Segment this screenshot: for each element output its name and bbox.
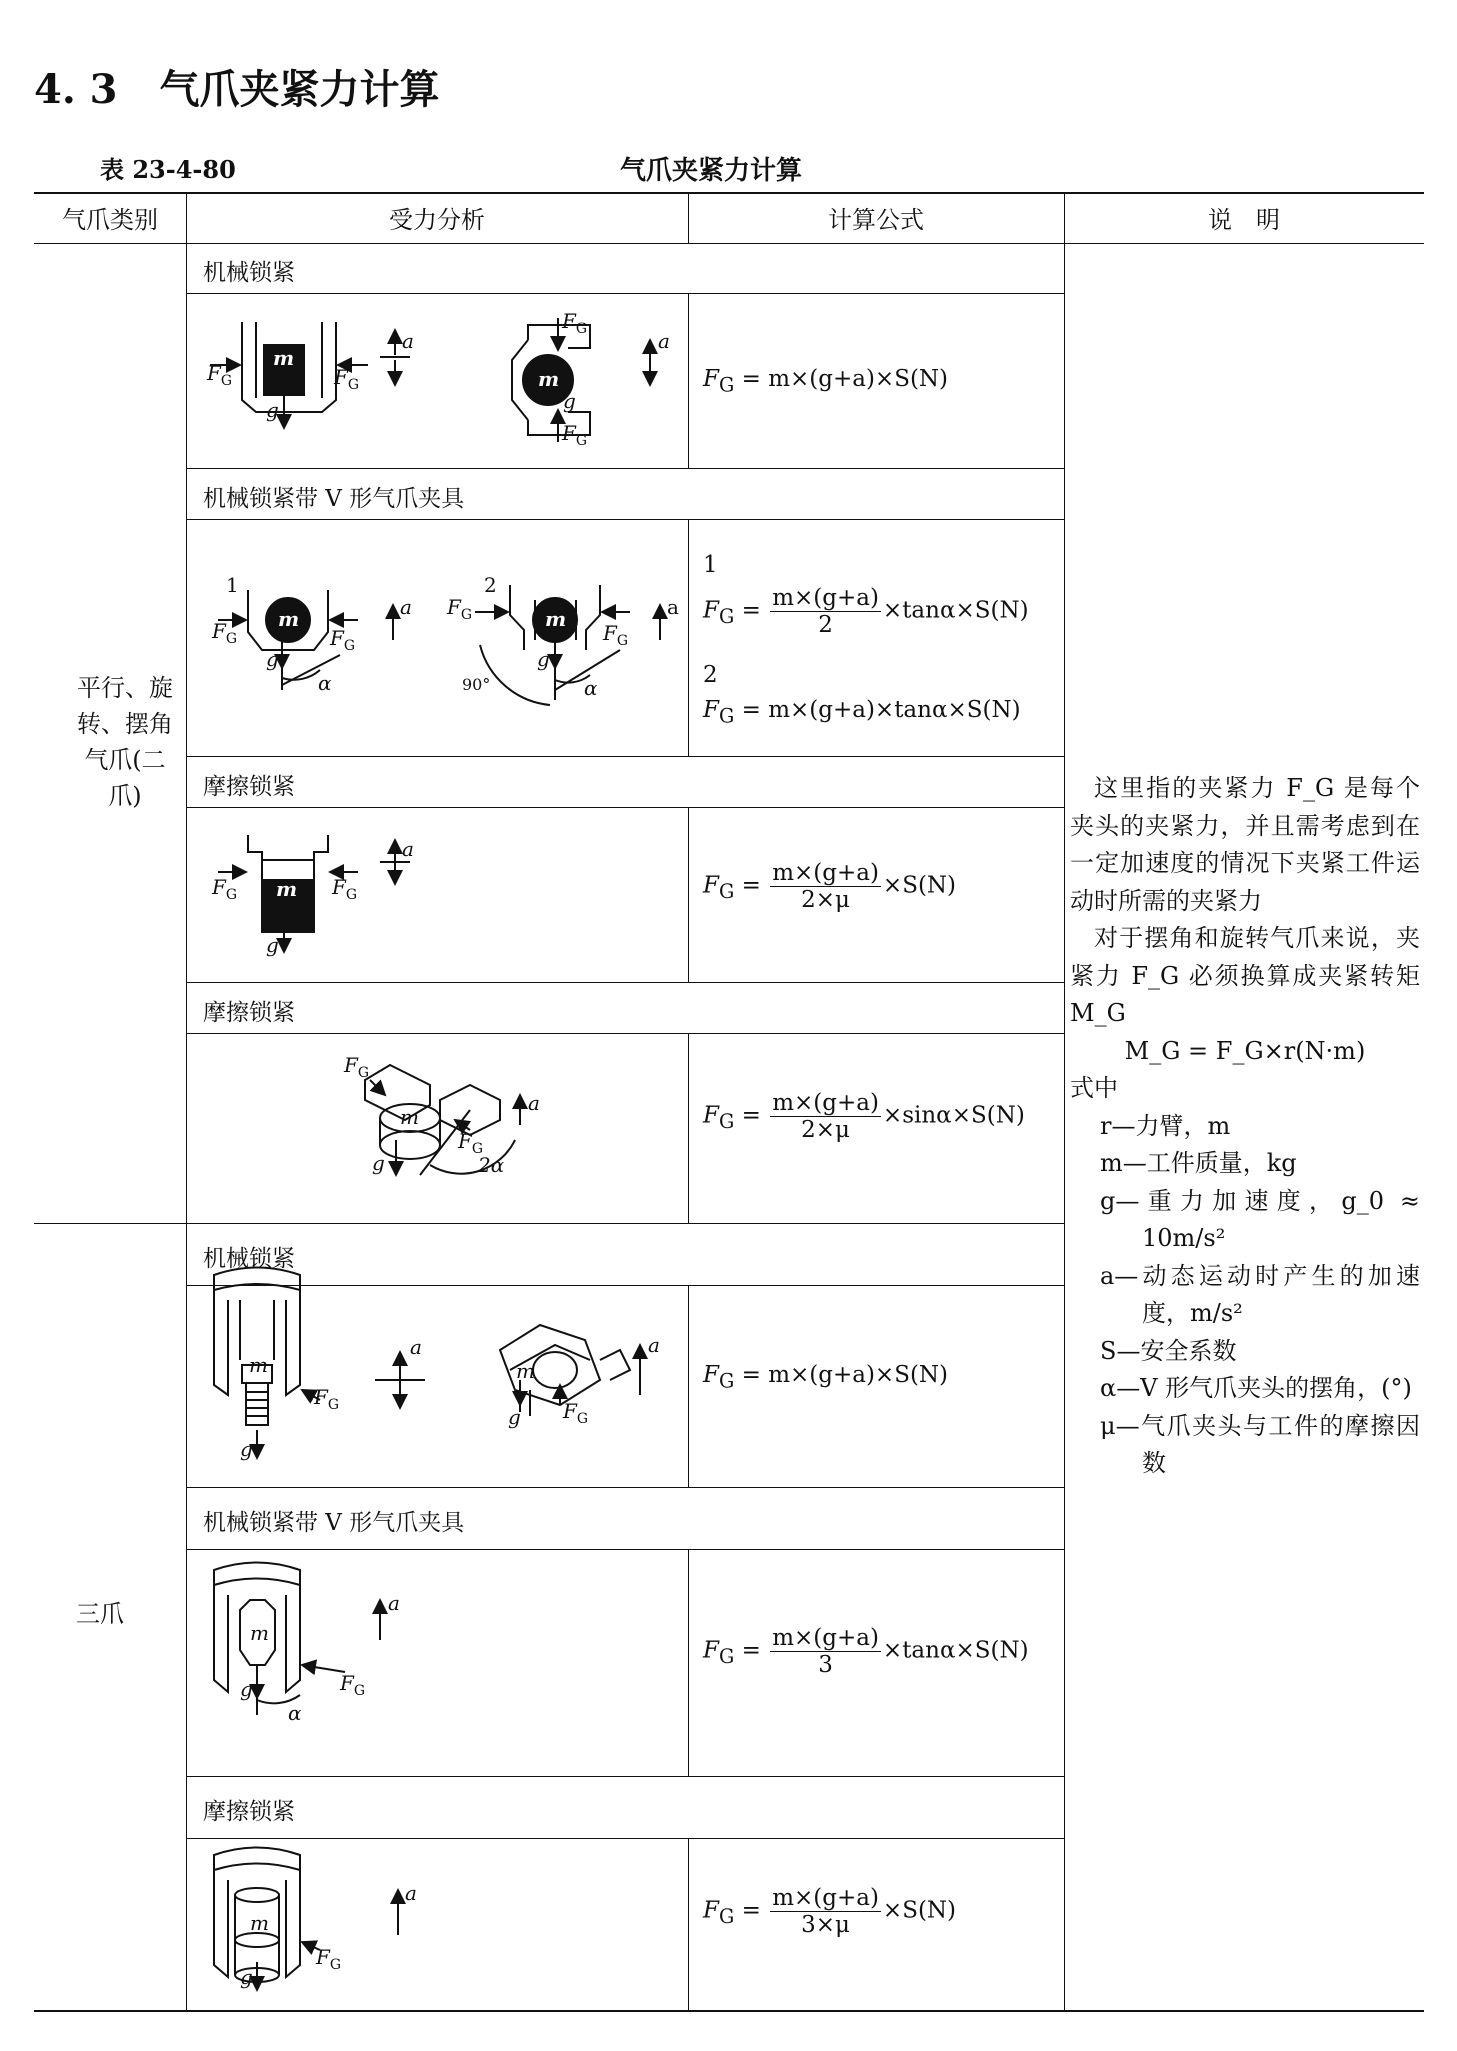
desc-var: α—V 形气爪夹头的摆角，(°) bbox=[1100, 1374, 1412, 1402]
label-m: m bbox=[250, 1621, 269, 1645]
label-fg: $F_G$ bbox=[603, 621, 629, 649]
label-m: m bbox=[516, 1359, 535, 1383]
label-m: m bbox=[538, 367, 560, 391]
label-a: a bbox=[410, 1335, 422, 1359]
label-m: m bbox=[249, 1353, 268, 1377]
label-g: g bbox=[266, 647, 279, 671]
label-fg: $F_G$ bbox=[340, 1671, 366, 1699]
formula-5: $F_G = m\times(g+a)\times S(N)$ bbox=[703, 1362, 949, 1393]
label-g: g bbox=[563, 389, 576, 413]
label-m: m bbox=[273, 346, 295, 370]
category-two-jaw: 平行、旋转、摆角气爪(二爪) bbox=[77, 674, 173, 810]
desc-var: m—工件质量，kg bbox=[1100, 1149, 1297, 1177]
label-a: a bbox=[658, 329, 670, 353]
label-fg: $F_G$ bbox=[332, 875, 358, 903]
label-a: a bbox=[388, 1591, 400, 1615]
label-g: g bbox=[240, 1677, 253, 1701]
row-label: 摩擦锁紧 bbox=[203, 774, 295, 800]
desc-paragraph-2: 对于摆角和旋转气爪来说，夹紧力 F_G 必须换算成夹紧转矩 M_G bbox=[1070, 924, 1420, 1027]
desc-where: 式中 bbox=[1070, 1074, 1118, 1102]
label-m: m bbox=[276, 877, 298, 901]
formula-3: $F_G$ = $\frac{m\times(g+a)}{2\times\mu}$ ×S(N) bbox=[703, 860, 957, 913]
label-g: g bbox=[266, 398, 279, 422]
label-a: a bbox=[648, 1333, 660, 1357]
label-a: a bbox=[528, 1091, 540, 1115]
label-fg: $F_G$ bbox=[212, 619, 238, 647]
formula-1: $F_G = m\times(g+a)\times S(N)$ bbox=[703, 366, 949, 397]
table-title: 气爪夹紧力计算 bbox=[620, 156, 803, 186]
label-g: g bbox=[537, 647, 550, 671]
label-fg: $F_G$ bbox=[316, 1945, 342, 1973]
header-force-analysis: 受力分析 bbox=[389, 206, 485, 234]
diagram-three-jaw-mechanical bbox=[214, 1268, 425, 1459]
label-a: a bbox=[405, 1881, 417, 1905]
desc-var: S—安全系数 bbox=[1100, 1336, 1237, 1365]
row-label: 摩擦锁紧 bbox=[203, 1799, 295, 1825]
label-fg: $F_G$ bbox=[563, 1399, 589, 1427]
label-fg: $F_G$ bbox=[562, 421, 588, 449]
row-label: 摩擦锁紧 bbox=[203, 1000, 295, 1026]
desc-var: μ—气爪夹头与工件的摩擦因数 bbox=[1100, 1411, 1420, 1477]
formula-7: $F_G$ = $\frac{m\times(g+a)}{3\times\mu}$ ×S(N) bbox=[703, 1885, 957, 1938]
section-heading: 气爪夹紧力计算 bbox=[159, 66, 440, 113]
formula-2-case1-num: 1 bbox=[703, 552, 718, 578]
label-a: a bbox=[400, 595, 412, 619]
formula-2-case1: $F_G$ = $\frac{m\times(g+a)}{2}$ ×tanα×S(N) bbox=[703, 585, 1029, 638]
label-case2: 2 bbox=[484, 573, 497, 597]
formula-4: $F_G$ = $\frac{m\times(g+a)}{2\times\mu}$ ×sinα×S(N) bbox=[703, 1090, 1025, 1143]
formula-6: $F_G$ = $\frac{m\times(g+a)}{3}$ ×tanα×S(N) bbox=[703, 1625, 1029, 1678]
label-fg: $F_G$ bbox=[207, 361, 233, 389]
category-three-jaw: 三爪 bbox=[76, 1600, 124, 1628]
label-m: m bbox=[250, 1911, 269, 1935]
label-fg: $F_G$ bbox=[314, 1385, 340, 1413]
label-fg: $F_G$ bbox=[212, 875, 238, 903]
header-notes: 说 明 bbox=[1208, 206, 1280, 234]
label-fg: $F_G$ bbox=[562, 309, 588, 337]
label-fg: $F_G$ bbox=[458, 1129, 484, 1157]
row-label: 机械锁紧带 V 形气爪夹具 bbox=[203, 486, 465, 512]
section-number: 4. 3 bbox=[34, 66, 118, 113]
label-90: 90° bbox=[462, 675, 491, 694]
label-m: m bbox=[545, 607, 567, 631]
label-m: m bbox=[278, 607, 300, 631]
label-2alpha: 2α bbox=[478, 1153, 505, 1177]
label-alpha: α bbox=[288, 1701, 302, 1725]
formula-2-case2-num: 2 bbox=[703, 662, 718, 688]
table-number: 表 23-4-80 bbox=[100, 155, 236, 184]
label-g: g bbox=[266, 933, 279, 957]
header-formula: 计算公式 bbox=[828, 206, 924, 234]
label-alpha: α bbox=[318, 671, 332, 695]
desc-paragraph-1: 这里指的夹紧力 F_G 是每个夹头的夹紧力，并且需考虑到在一定加速度的情况下夹紧工件运动时所需的夹紧力 bbox=[1070, 774, 1420, 915]
label-g: g bbox=[240, 1965, 253, 1989]
label-fg: $F_G$ bbox=[334, 365, 360, 393]
header-category: 气爪类别 bbox=[62, 206, 158, 234]
formula-2-case2: $F_G = m\times(g+a)\times\tan\alpha\times S(N)$ bbox=[703, 697, 1021, 728]
desc-var: a—动态运动时产生的加速度，m/s² bbox=[1100, 1261, 1420, 1327]
desc-var: g—重力加速度，g_0 ≈ 10m/s² bbox=[1100, 1186, 1420, 1252]
diagram-v-jaw-case2 bbox=[475, 585, 660, 705]
label-a: a bbox=[402, 329, 414, 353]
label-fg: $F_G$ bbox=[447, 595, 473, 623]
label-g: g bbox=[372, 1151, 385, 1175]
row-label: 机械锁紧带 V 形气爪夹具 bbox=[203, 1510, 465, 1536]
label-a: a bbox=[402, 837, 414, 861]
label-case1: 1 bbox=[226, 573, 239, 597]
diagram-v-jaw-case1 bbox=[218, 590, 393, 690]
row-label: 机械锁紧 bbox=[203, 1246, 295, 1272]
row-label: 机械锁紧 bbox=[203, 260, 295, 286]
label-fg: $F_G$ bbox=[344, 1053, 370, 1081]
diagram-mechanical-lock-parallel bbox=[210, 322, 410, 428]
desc-var: r—力臂，m bbox=[1100, 1111, 1231, 1140]
label-fg: $F_G$ bbox=[330, 626, 356, 654]
label-a: a bbox=[667, 595, 679, 619]
label-g: g bbox=[240, 1437, 253, 1461]
label-g: g bbox=[508, 1405, 521, 1429]
label-alpha: α bbox=[584, 676, 598, 700]
label-m: m bbox=[400, 1105, 419, 1129]
desc-torque-equation: M_G = F_G×r(N·m) bbox=[1124, 1036, 1366, 1065]
diagram-friction-lock bbox=[218, 835, 410, 952]
